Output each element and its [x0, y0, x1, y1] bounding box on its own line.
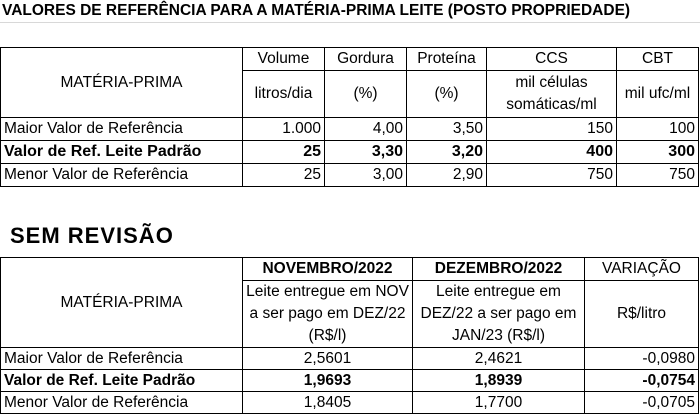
table2-col-dez: DEZEMBRO/2022: [413, 258, 585, 281]
price-table: [0, 257, 699, 414]
table2-month-row: [1, 258, 699, 281]
table-row: [1, 164, 699, 187]
cell-cbt: 100: [617, 118, 699, 141]
table1-col-volume: Volume: [243, 48, 325, 71]
cell-gordura: 4,00: [325, 118, 407, 141]
row-label: Menor Valor de Referência: [1, 164, 243, 187]
cell-variacao: -0,0754: [585, 370, 699, 392]
cell-gordura: 3,00: [325, 164, 407, 187]
cell-nov: 1,8405: [243, 392, 413, 414]
table1-header-row: [1, 48, 699, 71]
cell-ccs: 400: [487, 141, 617, 164]
table-row: [1, 348, 699, 370]
table1-unit-cbt: mil ufc/ml: [617, 71, 699, 118]
table2-col-variacao: VARIAÇÃO: [585, 258, 699, 281]
section-heading: SEM REVISÃO: [10, 223, 174, 248]
cell-dez: 2,4621: [413, 348, 585, 370]
cell-nov: 2,5601: [243, 348, 413, 370]
cell-proteina: 2,90: [407, 164, 487, 187]
cell-gordura: 3,30: [325, 141, 407, 164]
table-row: [1, 392, 699, 414]
table1-col-ccs: CCS: [487, 48, 617, 71]
table-row: [1, 141, 699, 164]
reference-values-table: [0, 47, 699, 187]
table2-col-nov: NOVEMBRO/2022: [243, 258, 413, 281]
row-label: Maior Valor de Referência: [1, 348, 243, 370]
cell-variacao: -0,0980: [585, 348, 699, 370]
cell-dez: 1,7700: [413, 392, 585, 414]
cell-dez: 1,8939: [413, 370, 585, 392]
table1-row-header: MATÉRIA-PRIMA: [1, 48, 243, 118]
sheet-gridline: [0, 22, 700, 23]
row-label: Maior Valor de Referência: [1, 118, 243, 141]
table-row: [1, 118, 699, 141]
cell-variacao: -0,0705: [585, 392, 699, 414]
table1-col-proteina: Proteína: [407, 48, 487, 71]
table2-row-header: MATÉRIA-PRIMA: [1, 258, 243, 348]
cell-ccs: 150: [487, 118, 617, 141]
cell-nov: 1,9693: [243, 370, 413, 392]
cell-volume: 25: [243, 164, 325, 187]
table2-desc-variacao: R$/litro: [585, 281, 699, 348]
sheet-title: VALORES DE REFERÊNCIA PARA A MATÉRIA-PRIMA LEITE (POSTO PROPRIEDADE): [2, 2, 631, 19]
table2-desc-nov: Leite entregue em NOV a ser pago em DEZ/22 (R$/l): [243, 281, 413, 348]
cell-volume: 1.000: [243, 118, 325, 141]
row-label: Menor Valor de Referência: [1, 392, 243, 414]
cell-ccs: 750: [487, 164, 617, 187]
table2-desc-dez: Leite entregue em DEZ/22 a ser pago em JAN/23 (R$/l): [413, 281, 585, 348]
cell-cbt: 750: [617, 164, 699, 187]
cell-proteina: 3,20: [407, 141, 487, 164]
table1-unit-gordura: (%): [325, 71, 407, 118]
cell-cbt: 300: [617, 141, 699, 164]
table1-unit-ccs: mil células somáticas/ml: [487, 71, 617, 118]
table1-unit-volume: litros/dia: [243, 71, 325, 118]
cell-proteina: 3,50: [407, 118, 487, 141]
table1-col-gordura: Gordura: [325, 48, 407, 71]
cell-volume: 25: [243, 141, 325, 164]
table1-col-cbt: CBT: [617, 48, 699, 71]
row-label: Valor de Ref. Leite Padrão: [1, 141, 243, 164]
table1-unit-proteina: (%): [407, 71, 487, 118]
row-label: Valor de Ref. Leite Padrão: [1, 370, 243, 392]
table-row: [1, 370, 699, 392]
